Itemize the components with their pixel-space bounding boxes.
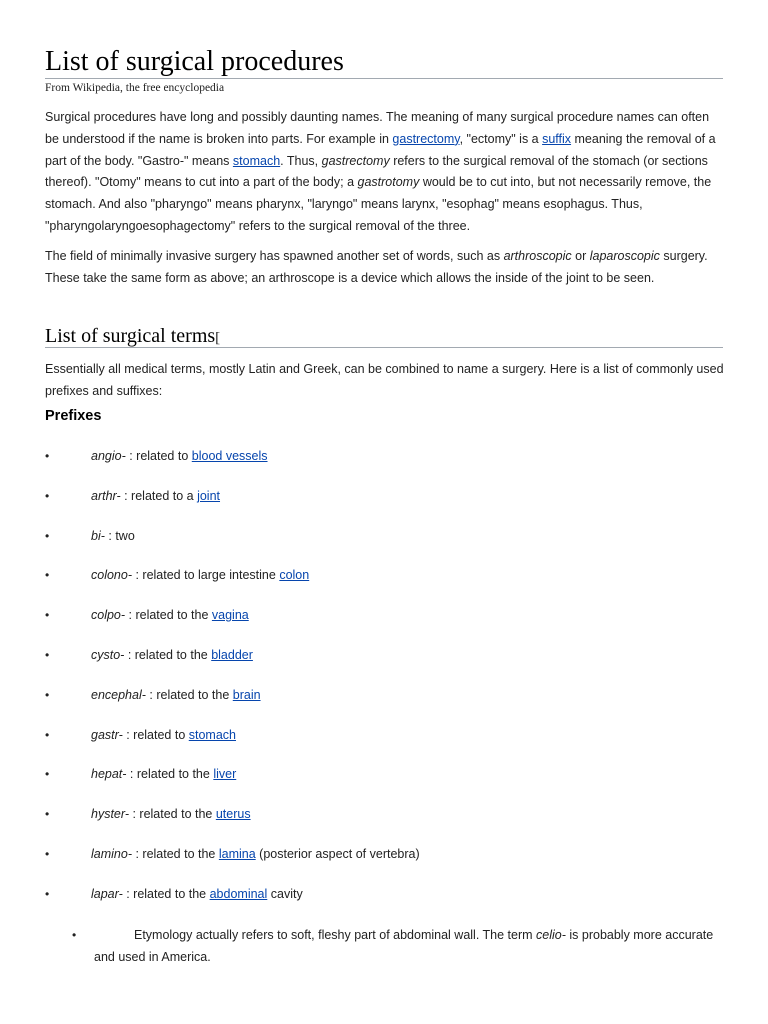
prefix-term: colono- [91, 568, 132, 582]
list-item-text [91, 764, 236, 784]
list-item-text [91, 884, 303, 904]
prefix-link[interactable]: bladder [211, 648, 253, 662]
list-item-text [91, 486, 220, 506]
bullet: • [45, 767, 50, 781]
section-heading-text: List of surgical terms [45, 325, 216, 347]
note-text: is probably more accurate and used in America. [94, 928, 714, 964]
prefix-link[interactable]: abdominal [209, 887, 268, 901]
prefix-term: encephal- [91, 688, 146, 702]
prefix-link[interactable]: vagina [211, 608, 249, 622]
list-item-text [91, 605, 249, 625]
list-item [45, 685, 725, 705]
bullet: • [45, 568, 50, 582]
prefix-link[interactable]: brain [232, 688, 261, 702]
prefix-description: : related to [125, 449, 192, 463]
prefix-description: : related to the [126, 767, 214, 781]
prefix-term: gastr- [91, 728, 123, 742]
prefix-link[interactable]: stomach [188, 728, 236, 742]
list-item [45, 764, 725, 784]
intro-text: refers to the surgical removal of the stomach (or sections thereof). "Otomy" means to cut into a part of the body; a [45, 153, 708, 190]
em-gastrotomy: gastrotomy [357, 175, 420, 190]
prefix-link[interactable]: uterus [215, 807, 251, 821]
bullet: • [45, 728, 50, 742]
intro-text: , "ectomy" is a [459, 131, 543, 146]
list-item [45, 446, 725, 466]
list-item-text [91, 526, 135, 546]
prefix-term: lamino- [91, 847, 132, 861]
list-item-text [91, 725, 236, 745]
prefix-term: hepat- [91, 767, 127, 781]
bullet: • [45, 648, 50, 662]
section-divider [45, 347, 723, 348]
mis-text: or [571, 249, 590, 263]
intro-text: . Thus, [280, 153, 322, 168]
list-item-text [91, 645, 253, 665]
bullet: • [45, 847, 50, 861]
bullet: • [45, 449, 50, 463]
prefix-description: : related to the [125, 608, 212, 622]
prefix-link[interactable]: liver [213, 767, 237, 781]
prefix-description: : two [104, 529, 135, 543]
list-item-text [91, 804, 251, 824]
link-stomach[interactable]: stomach [232, 153, 281, 168]
prefix-description: : related to a [120, 489, 198, 503]
prefix-term: bi- [91, 529, 105, 543]
note-text: Etymology actually refers to soft, fleshy part of abdominal wall. The term [134, 928, 537, 942]
bullet: • [45, 688, 50, 702]
prefix-description: : related to the [124, 648, 212, 662]
section-intro: Essentially all medical terms, mostly Latin and Greek, can be combined to name a surgery. Here is a list of commonly used prefixes and suffixes: [45, 362, 724, 398]
bullet: • [45, 529, 50, 543]
link-gastrectomy[interactable]: gastrectomy [392, 131, 460, 146]
intro-paragraph [45, 107, 725, 238]
prefix-description: : related to the [128, 807, 216, 821]
link-suffix[interactable]: suffix [542, 131, 572, 146]
prefix-description: : related to the [122, 887, 210, 901]
mis-text: surgery. These take the same form as above; an arthroscope is a device which allows the inside of the joint to be seen. [45, 249, 708, 285]
section-edit-bracket: [ [215, 330, 221, 346]
prefix-description-tail: (posterior aspect of vertebra) [255, 847, 420, 861]
prefix-description: : related to large intestine [132, 568, 280, 582]
title-divider [45, 78, 723, 79]
page-title: List of surgical procedures [45, 46, 344, 77]
list-item [45, 884, 725, 904]
list-item-text [91, 685, 261, 705]
prefix-term: colpo- [91, 608, 126, 622]
prefix-description: : related to the [132, 847, 219, 861]
tagline: From Wikipedia, the free encyclopedia [45, 82, 225, 94]
em-gastrectomy: gastrectomy [321, 153, 390, 168]
intro-text: meaning the removal of a part of the body. "Gastro-" means [45, 131, 716, 168]
bullet: • [45, 608, 50, 622]
prefix-term: angio- [91, 449, 126, 463]
list-item [45, 725, 725, 745]
prefixes-heading: Prefixes [45, 408, 102, 424]
bullet: • [72, 928, 77, 942]
prefix-description-tail: cavity [267, 887, 303, 901]
em-arthroscopic: arthroscopic [503, 249, 572, 263]
list-item [45, 645, 725, 665]
prefix-link[interactable]: lamina [218, 847, 256, 861]
bullet: • [45, 489, 50, 503]
list-item [45, 844, 725, 864]
list-item [45, 486, 725, 506]
prefix-term: hyster- [91, 807, 129, 821]
list-item [45, 804, 725, 824]
list-item-text [91, 844, 420, 864]
prefix-link[interactable]: joint [197, 489, 221, 503]
mis-text: The field of minimally invasive surgery has spawned another set of words, such as [45, 249, 504, 263]
list-item [45, 565, 725, 585]
lapar-note-text [94, 924, 716, 968]
prefix-term: cysto- [91, 648, 125, 662]
list-item [45, 526, 725, 546]
list-item [45, 605, 725, 625]
list-item-text [91, 446, 268, 466]
em-laparoscopic: laparoscopic [589, 249, 660, 263]
intro-text: Surgical procedures have long and possibly daunting names. The meaning of many surgical procedure names can often be understood if the name is broken into parts. For example in [45, 110, 710, 146]
lapar-note-item [72, 924, 712, 970]
prefix-link[interactable]: colon [279, 568, 310, 582]
prefix-term: lapar- [91, 887, 123, 901]
bullet: • [45, 887, 50, 901]
prefix-description: : related to the [145, 688, 233, 702]
bullet: • [45, 807, 50, 821]
mis-paragraph [45, 246, 725, 290]
prefix-link[interactable]: blood vessels [191, 449, 268, 463]
intro-text: would be to cut into, but not necessarily remove, the stomach. And also "pharyngo" means pharynx, "laryngo" means larynx, "esophag" means esophagus. Thus, "pharyngolaryngoesophagectomy" refers to the surgical removal of the three. [45, 175, 712, 233]
prefix-term: arthr- [91, 489, 121, 503]
list-item-text [91, 565, 309, 585]
prefix-description: : related to [122, 728, 189, 742]
em-celio: celio- [536, 928, 566, 942]
